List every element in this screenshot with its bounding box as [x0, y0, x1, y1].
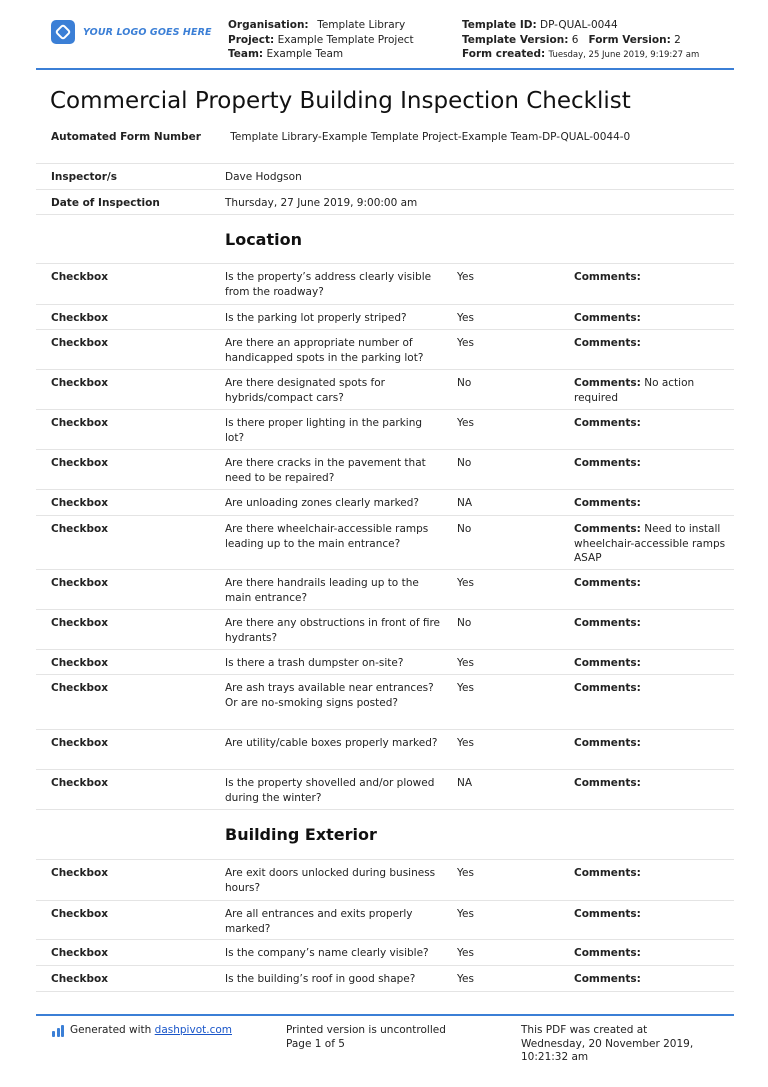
checklist-row	[36, 650, 734, 675]
item-answer: Yes	[457, 867, 474, 879]
comments-label: Comments:	[574, 737, 641, 749]
item-type: Checkbox	[51, 682, 109, 694]
checklist-row	[36, 770, 734, 810]
comments-label: Comments:	[574, 908, 641, 920]
checklist-row	[36, 675, 734, 730]
checklist-row	[36, 370, 734, 410]
section-title: Location	[225, 230, 302, 249]
item-type: Checkbox	[51, 417, 109, 429]
item-question: Are unloading zones clearly marked?	[225, 497, 420, 509]
meta-row	[36, 164, 734, 190]
item-question: Are there any obstructions in front of fire hydrants?	[225, 617, 441, 644]
item-question: Is the property’s address clearly visible from the roadway?	[225, 271, 432, 298]
template-version-label: Template Version:	[462, 33, 569, 46]
footer-created	[521, 1024, 693, 1065]
item-comments	[574, 456, 729, 471]
meta-label: Inspector/s	[51, 171, 117, 183]
item-comments	[574, 907, 729, 922]
item-comments	[574, 681, 729, 696]
checklist-row	[36, 610, 734, 650]
checklist-row	[36, 730, 734, 770]
checklist-row	[36, 570, 734, 610]
item-type: Checkbox	[51, 377, 109, 389]
item-type: Checkbox	[51, 737, 109, 749]
item-answer: No	[457, 377, 472, 389]
checklist-row	[36, 516, 734, 570]
checklist-row	[36, 860, 734, 901]
form-header	[36, 14, 734, 70]
section-header	[36, 215, 734, 264]
organisation-value: Template Library	[311, 19, 406, 31]
item-answer: NA	[457, 777, 473, 789]
template-id-value: DP-QUAL-0044	[540, 19, 618, 31]
item-question: Are utility/cable boxes properly marked?	[225, 737, 438, 749]
item-question: Are there wheelchair-accessible ramps leading up to the main entrance?	[225, 523, 429, 550]
organisation-label: Organisation:	[228, 19, 309, 31]
team-value: Example Team	[266, 48, 344, 60]
item-type: Checkbox	[51, 867, 109, 879]
item-answer: Yes	[457, 737, 474, 749]
checklist-row	[36, 940, 734, 966]
comments-label: Comments:	[574, 377, 641, 389]
item-question: Are there an appropriate number of handicapped spots in the parking lot?	[225, 337, 424, 364]
template-id-label: Template ID:	[462, 19, 537, 31]
meta-value: Thursday, 27 June 2019, 9:00:00 am	[225, 197, 418, 209]
item-type: Checkbox	[51, 973, 109, 985]
meta-row	[36, 124, 734, 164]
item-answer: Yes	[457, 312, 474, 324]
item-comments	[574, 270, 729, 285]
item-comments	[574, 416, 729, 431]
item-type: Checkbox	[51, 777, 109, 789]
item-answer: Yes	[457, 973, 474, 985]
project-label: Project:	[228, 33, 275, 46]
item-answer: Yes	[457, 271, 474, 283]
header-template-info	[462, 18, 699, 63]
item-answer: Yes	[457, 577, 474, 589]
item-comments	[574, 656, 729, 671]
item-comments	[574, 866, 729, 881]
item-type: Checkbox	[51, 457, 109, 469]
checklist-row	[36, 410, 734, 450]
checklist-row	[36, 305, 734, 330]
item-type: Checkbox	[51, 577, 109, 589]
item-question: Is the company’s name clearly visible?	[225, 947, 429, 959]
item-question: Are all entrances and exits properly marked?	[225, 908, 413, 935]
section-header	[36, 810, 734, 860]
footer-printed	[286, 1024, 446, 1051]
pdf-created-date: Wednesday, 20 November 2019,	[521, 1037, 694, 1050]
item-question: Are there handrails leading up to the main entrance?	[225, 577, 419, 604]
item-question: Is there proper lighting in the parking lot?	[225, 417, 423, 444]
item-question: Is the building’s roof in good shape?	[225, 973, 416, 985]
item-type: Checkbox	[51, 657, 109, 669]
item-comments	[574, 972, 729, 987]
item-answer: No	[457, 523, 472, 535]
item-type: Checkbox	[51, 523, 109, 535]
comments-label: Comments:	[574, 657, 641, 669]
comments-label: Comments:	[574, 271, 641, 283]
item-comments	[574, 946, 729, 961]
comments-label: Comments:	[574, 417, 641, 429]
checklist-row	[36, 450, 734, 490]
item-type: Checkbox	[51, 947, 109, 959]
meta-row	[36, 190, 734, 215]
comments-label: Comments:	[574, 947, 641, 959]
item-answer: Yes	[457, 908, 474, 920]
generated-prefix: Generated with	[70, 1024, 152, 1036]
item-answer: Yes	[457, 337, 474, 349]
item-type: Checkbox	[51, 497, 109, 509]
item-answer: Yes	[457, 417, 474, 429]
pdf-created-label: This PDF was created at	[521, 1024, 648, 1036]
template-version-value: 6	[571, 33, 579, 46]
item-type: Checkbox	[51, 337, 109, 349]
logo-icon	[51, 20, 75, 44]
item-answer: NA	[457, 497, 473, 509]
item-type: Checkbox	[51, 271, 109, 283]
item-comments	[574, 336, 729, 351]
footer-generated	[52, 1024, 232, 1038]
item-type: Checkbox	[51, 908, 109, 920]
comment-text: Need to install wheelchair-accessible ramps ASAP	[574, 523, 726, 564]
form-version-label: Form Version:	[588, 33, 671, 46]
header-divider	[36, 68, 734, 70]
item-type: Checkbox	[51, 312, 109, 324]
section-title: Building Exterior	[225, 825, 377, 844]
item-comments	[574, 776, 729, 791]
comments-label: Comments:	[574, 577, 641, 589]
printed-notice: Printed version is uncontrolled	[286, 1024, 446, 1036]
dashpivot-link[interactable]: dashpivot.com	[154, 1024, 232, 1036]
team-label: Team:	[228, 48, 264, 60]
logo-text: YOUR LOGO GOES HERE	[83, 26, 212, 38]
item-question: Are exit doors unlocked during business hours?	[225, 867, 436, 894]
comments-label: Comments:	[574, 337, 641, 349]
checklist-table	[36, 124, 734, 992]
checklist-row	[36, 330, 734, 370]
item-type: Checkbox	[51, 617, 109, 629]
item-question: Is the property shovelled and/or plowed during the winter?	[225, 777, 435, 804]
header-org-info	[228, 18, 414, 62]
dashpivot-icon	[52, 1025, 64, 1037]
item-comments	[574, 576, 729, 591]
comments-label: Comments:	[574, 973, 641, 985]
item-comments	[574, 376, 729, 405]
comments-label: Comments:	[574, 312, 641, 324]
item-question: Are ash trays available near entrances? Or are no-smoking signs posted?	[225, 682, 434, 709]
item-answer: Yes	[457, 682, 474, 694]
comment-text: No action required	[574, 377, 695, 404]
checklist-row	[36, 901, 734, 940]
comments-label: Comments:	[574, 682, 641, 694]
comments-label: Comments:	[574, 867, 641, 879]
checklist-row	[36, 966, 734, 992]
item-comments	[574, 736, 729, 751]
form-version-value: 2	[674, 33, 681, 46]
item-answer: Yes	[457, 657, 474, 669]
checklist-row	[36, 264, 734, 305]
footer-divider	[36, 1014, 734, 1016]
pdf-created-time: 10:21:32 am	[521, 1051, 589, 1063]
form-created-value: Tuesday, 25 June 2019, 9:19:27 am	[548, 50, 700, 60]
item-question: Is there a trash dumpster on-site?	[225, 657, 404, 669]
form-created-label: Form created:	[462, 48, 546, 60]
meta-value: Template Library-Example Template Project-Example Team-DP-QUAL-0044-0	[225, 131, 631, 143]
comments-label: Comments:	[574, 457, 641, 469]
item-comments	[574, 311, 729, 326]
comments-label: Comments:	[574, 497, 641, 509]
company-logo	[51, 20, 212, 44]
project-value: Example Template Project	[277, 33, 414, 46]
page-title: Commercial Property Building Inspection Checklist	[50, 88, 631, 114]
comments-label: Comments:	[574, 777, 641, 789]
item-answer: No	[457, 617, 472, 629]
item-question: Are there designated spots for hybrids/compact cars?	[225, 377, 385, 404]
item-question: Are there cracks in the pavement that need to be repaired?	[225, 457, 426, 484]
item-comments	[574, 616, 729, 631]
meta-label: Automated Form Number	[51, 131, 201, 143]
item-question: Is the parking lot properly striped?	[225, 312, 407, 324]
item-answer: Yes	[457, 947, 474, 959]
page-number: Page 1 of 5	[286, 1037, 345, 1050]
meta-value: Dave Hodgson	[225, 171, 302, 183]
meta-label: Date of Inspection	[51, 197, 160, 209]
item-comments	[574, 522, 729, 566]
item-comments	[574, 496, 729, 511]
comments-label: Comments:	[574, 523, 641, 535]
checklist-row	[36, 490, 734, 516]
item-answer: No	[457, 457, 472, 469]
comments-label: Comments:	[574, 617, 641, 629]
